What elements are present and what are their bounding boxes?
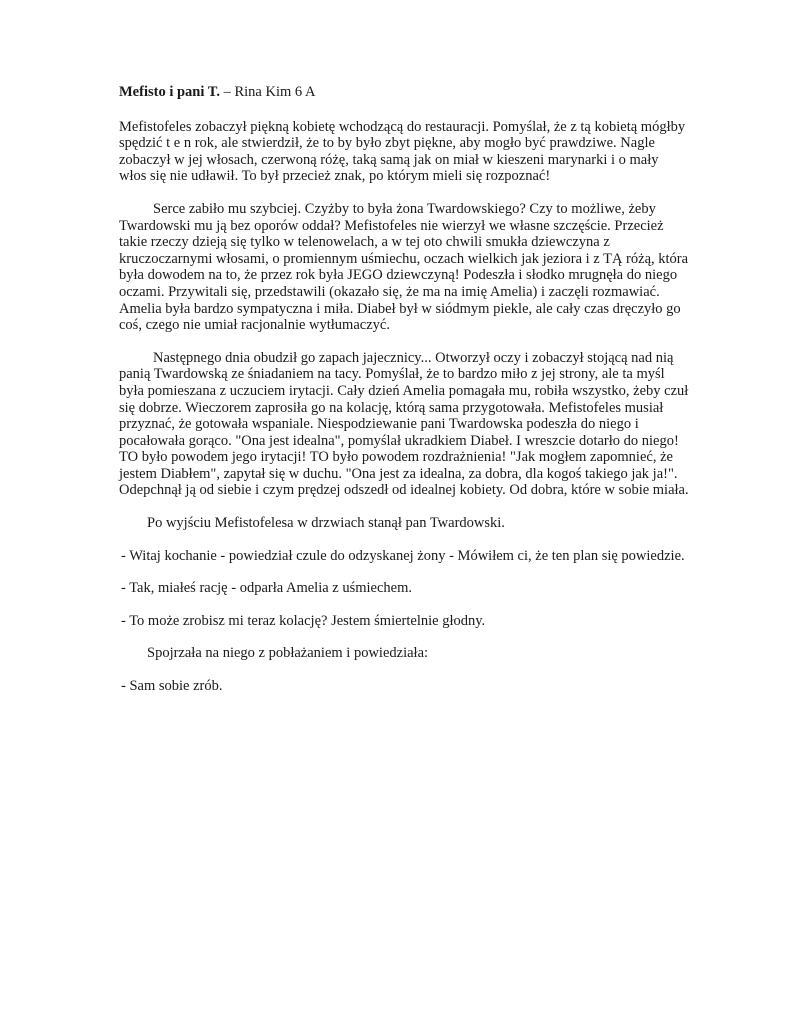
paragraph-3: Następnego dnia obudził go zapach jajecznicy... Otworzył oczy i zobaczył stojącą nad nią panią Twardowską ze śniadaniem na tacy. Pomyślał, że to bardzo miło z jej strony, ale ta myśl była pomieszana z uczuciem irytacji. Cały dzień Amelia pomagała mu, robiła wszystko, żeby czuł się dobrze. Wieczorem zaprosiła go na kolację, którą sama przygotowała. Mefistofeles musiał przyznać, że gotowała wspaniale. Niespodziewanie pani Twardowska podeszła do niego i pocałowała gorąco. "Ona jest idealna", pomyślał ukradkiem Diabeł. I wreszcie dotarło do niego! TO było powodem jego irytacji! TO było powodem rozdrażnienia! "Jak mogłem zapomnieć, że jestem Diabłem", zapytał się w duchu. "Ona jest za idealna, za dobra, dla kogoś takiego jak ja!". Odepchnął ją od siebie i czym prędzej odszedł od idealnej kobiety. Od dobra, które w sobie miała. [119,349,689,499]
document-body [119,84,689,711]
dialog-line-1: - Witaj kochanie - powiedział czule do odzyskanej żony - Mówiłem ci, że ten plan się powiedzie. [121,547,685,564]
dialog-line-2: - Tak, miałeś rację - odparła Amelia z uśmiechem. [121,580,413,597]
paragraph-4: Po wyjściu Mefistofelesa w drzwiach stanął pan Twardowski. [147,515,505,532]
paragraph-5: Spojrzała na niego z pobłażaniem i powiedziała: [147,645,429,662]
paragraph-2: Serce zabiło mu szybciej. Czyżby to była żona Twardowskiego? Czy to możliwe, żeby Twardowski mu ją bez oporów oddał? Mefistofeles nie wierzył we własne szczęście. Przecież takie rzeczy dzieją się tylko w telenowelach, a w tej oto chwili smukła dziewczyna z kruczoczarnymi włosami, o promiennym uśmiechu, oczach wielkich jak jeziora i z TĄ różą, która była dowodem na to, że przez rok była JEGO dziewczyną! Podeszła i słodko mrugnęła do niego oczami. Przywitali się, przedstawili (okazało się, że ma na imię Amelia) i zaczęli rozmawiać. Amelia była bardzo sympatyczna i miła. Diabeł był w siódmym piekle, ale cały czas dręczyło go coś, czego nie umiał racjonalnie wytłumaczyć. [119,200,689,334]
paragraph-1: Mefistofeles zobaczył piękną kobietę wchodzącą do restauracji. Pomyślał, że z tą kobietą mógłby spędzić t e n rok, ale stwierdził, że to by było zbyt piękne, aby mogło być prawdziwe. Nagle zobaczył w jej włosach, czerwoną różę, taką samą jak on miał w kieszeni marynarki i o mały włos się nie udławił. To był przecież znak, po którym mieli się rozpoznać! [119,118,686,185]
document-title [119,84,689,101]
dialog-line-3: - To może zrobisz mi teraz kolację? Jestem śmiertelnie głodny. [121,612,486,629]
dialog-line-4: - Sam sobie zrób. [121,678,223,695]
title-bold: Mefisto i pani T. [119,84,220,100]
title-author: – Rina Kim 6 A [219,84,316,100]
